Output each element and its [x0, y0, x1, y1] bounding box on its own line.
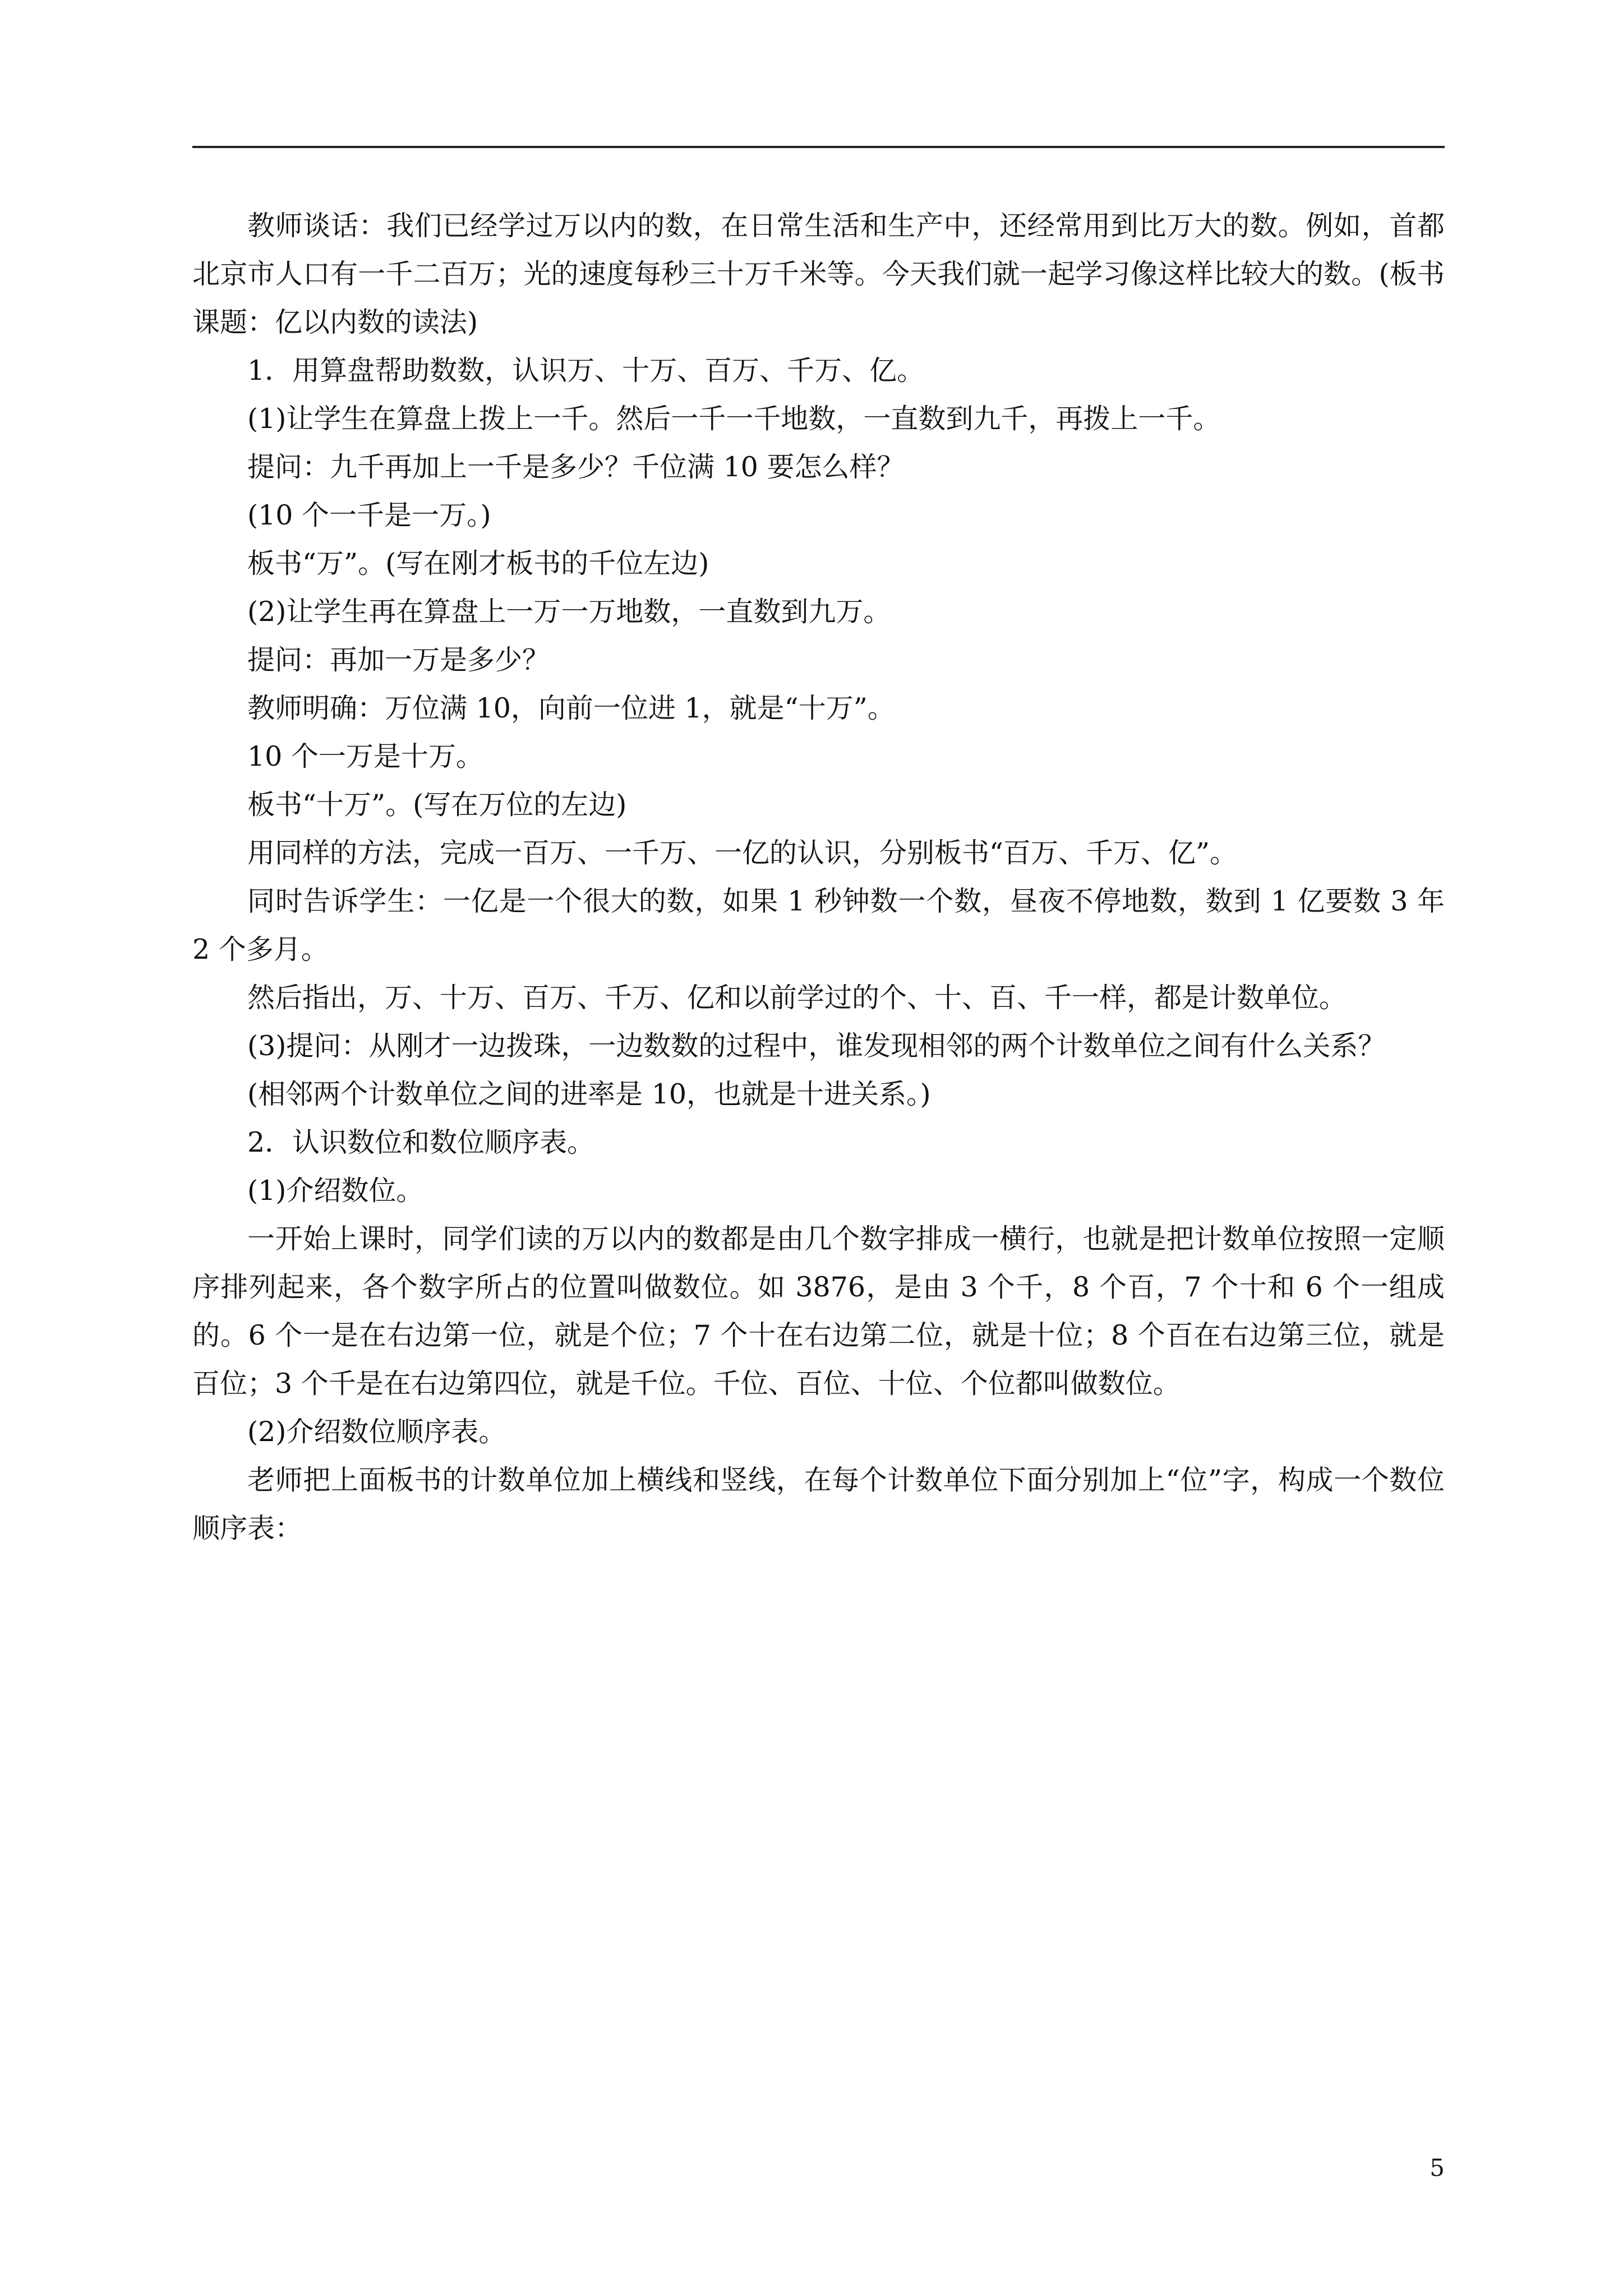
paragraph-tell-students: 同时告诉学生：一亿是一个很大的数，如果 1 秒钟数一个数，昼夜不停地数，数到 1 亿要数 3 年 2 个多月。 — [192, 885, 1445, 965]
paragraph-step-2: 2．认识数位和数位顺序表。 — [247, 1126, 595, 1158]
paragraph-step-1: 1．用算盘帮助数数，认识万、十万、百万、千万、亿。 — [247, 355, 925, 386]
paragraph-digit-places: 一开始上课时，同学们读的万以内的数都是由几个数字排成一横行，也就是把计数单位按照一定顺序排列起来，各个数字所占的位置叫做数位。如 3876，是由 3 个千，8 个百，7 个十和 6 个一组成的。6 个一是在右边第一位，就是个位；7 个十在右边第二位，就是十位；8 个百在右边第三位，就是百位；3 个千是在右边第四位，就是千位。千位、百位、十位、个位都叫做数位。 — [192, 1223, 1445, 1400]
paragraph-answer: (相邻两个计数单位之间的进率是 10，也就是十进关系。) — [247, 1078, 931, 1110]
paragraph-place-value-table: 老师把上面板书的计数单位加上横线和竖线，在每个计数单位下面分别加上“位”字，构成一个数位顺序表： — [192, 1464, 1445, 1544]
paragraph-question: 提问：再加一万是多少？ — [247, 644, 550, 676]
paragraph-intro: 教师谈话：我们已经学过万以内的数，在日常生活和生产中，还经常用到比万大的数。例如，首都北京市人口有一千二百万；光的速度每秒三十万千米等。今天我们就一起学习像这样比较大的数。(板书课题：亿以内数的读法) — [192, 210, 1445, 338]
paragraph-question: 提问：九千再加上一千是多少？千位满 10 要怎么样？ — [247, 451, 905, 483]
paragraph-same-method: 用同样的方法，完成一百万、一千万、一亿的认识，分别板书“百万、千万、亿”。 — [247, 837, 1238, 869]
header-rule — [192, 146, 1445, 148]
paragraph-counting-units: 然后指出，万、十万、百万、千万、亿和以前学过的个、十、百、千一样，都是计数单位。 — [247, 982, 1347, 1014]
paragraph-ten-wan: 10 个一万是十万。 — [247, 740, 483, 772]
paragraph-board-wan: 板书“万”。(写在刚才板书的千位左边) — [247, 547, 709, 579]
paragraph-step-1-1: (1)让学生在算盘上拨上一千。然后一千一千地数，一直数到九千，再拨上一千。 — [247, 403, 1221, 435]
paragraph-step-2-1: (1)介绍数位。 — [247, 1175, 424, 1207]
paragraph-step-1-3: (3)提问：从刚才一边拨珠，一边数数的过程中，谁发现相邻的两个计数单位之间有什么关系？ — [247, 1030, 1386, 1062]
paragraph-step-2-2: (2)介绍数位顺序表。 — [247, 1416, 506, 1448]
paragraph-step-1-2: (2)让学生再在算盘上一万一万地数，一直数到九万。 — [247, 596, 891, 628]
page-number: 5 — [1430, 2154, 1445, 2182]
paragraph-board-shiwan: 板书“十万”。(写在万位的左边) — [247, 789, 627, 821]
document-body — [192, 202, 1445, 1553]
paragraph-teacher-clarifies: 教师明确：万位满 10，向前一位进 1，就是“十万”。 — [247, 692, 895, 724]
paragraph-answer: (10 个一千是一万。) — [247, 499, 491, 531]
